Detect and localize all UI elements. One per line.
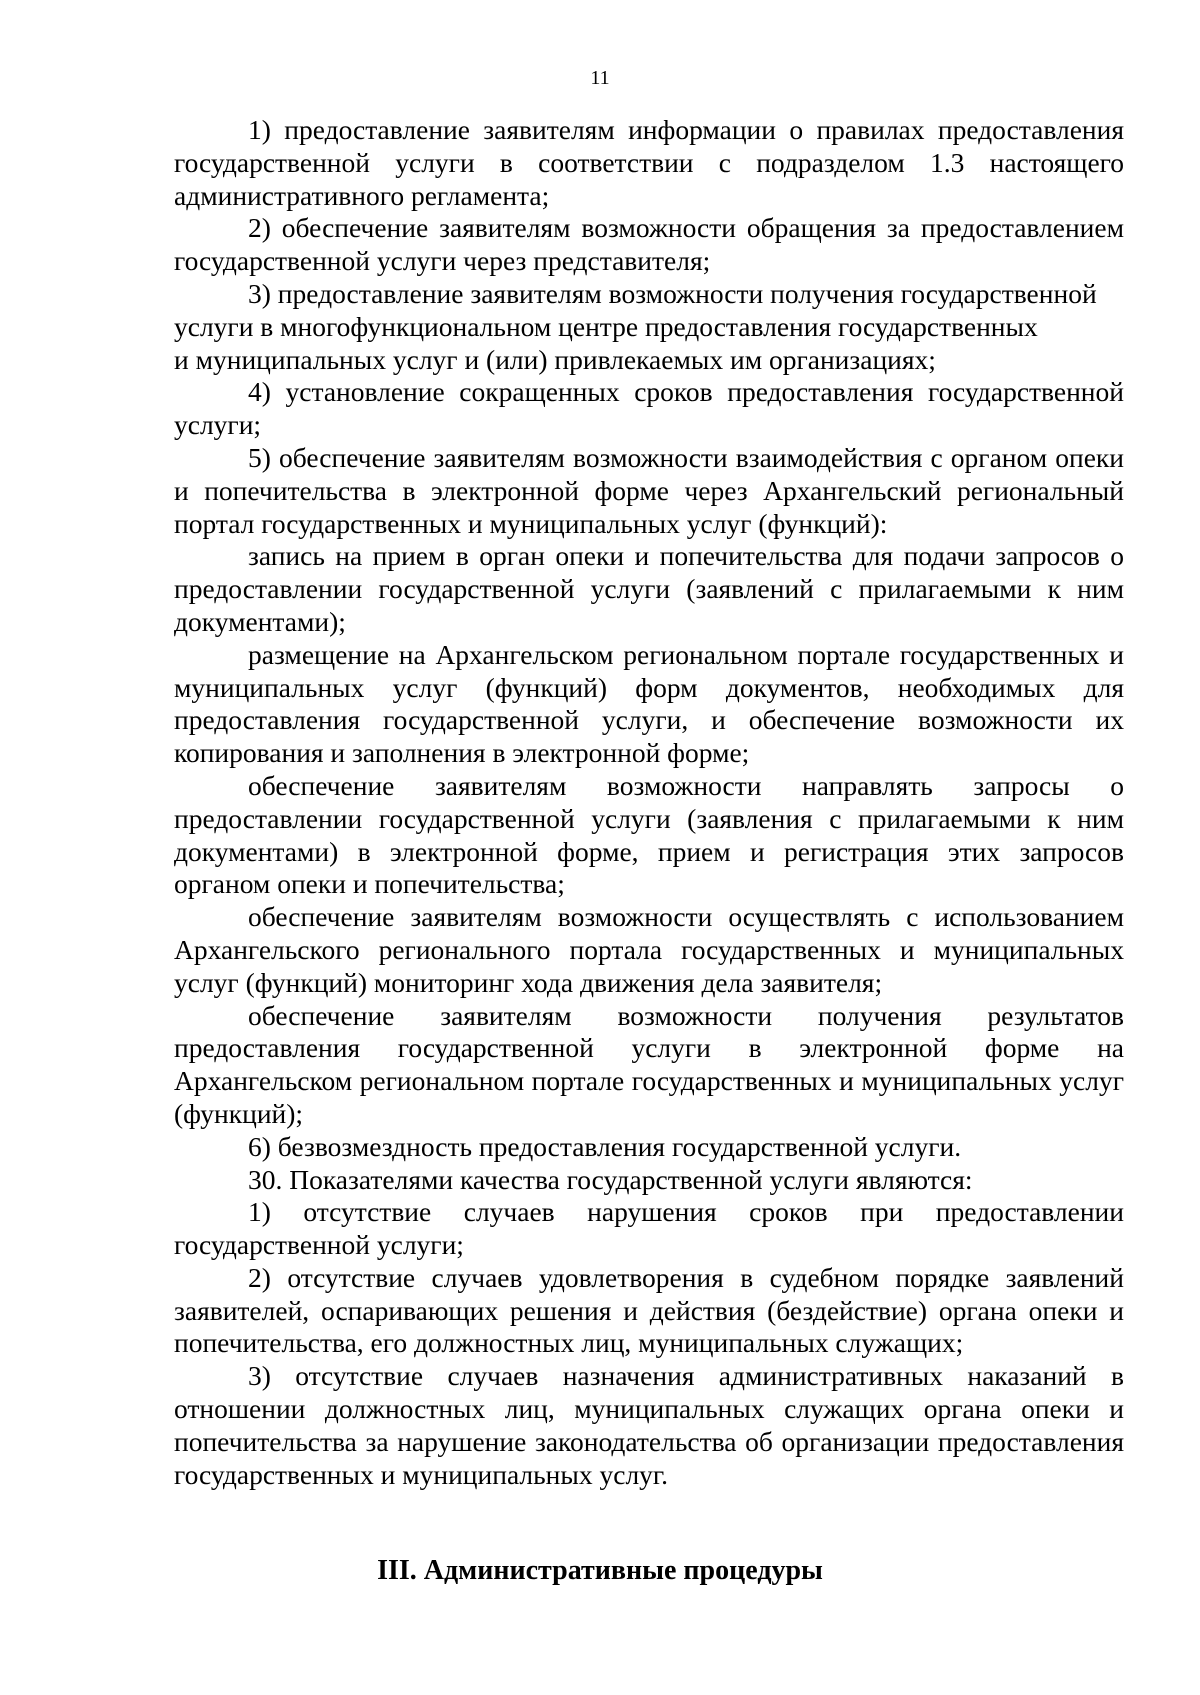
paragraph-item-5: 5) обеспечение заявителям возможности взаимодействия с органом опеки и попечительства в электронной форме через Архангельский региональный портал государственных и муниципальных услуг (функций): — [174, 441, 1124, 539]
paragraph-item-3: 3) предоставление заявителям возможности получения государственной услуги в многофункциональном центре предоставления государственных — [174, 277, 1097, 342]
paragraph-quality-2: 2) отсутствие случаев удовлетворения в судебном порядке заявлений заявителей, оспаривающих решения и действия (бездействие) органа опеки и попечительства, его должностных лиц, муниципальных служащих; — [174, 1261, 1124, 1359]
paragraph-quality-1: 1) отсутствие случаев нарушения сроков при предоставлении государственной услуги; — [174, 1196, 1124, 1261]
paragraph-results-receipt: обеспечение заявителям возможности получения результатов предоставления государственной услуги в электронной форме на Архангельском региональном портале государственных и муниципальных услуг (функций); — [174, 999, 1124, 1129]
paragraph-monitoring: обеспечение заявителям возможности осуществлять с использованием Архангельского регионального портала государственных и муниципальных услуг (функций) мониторинг хода движения дела заявителя; — [174, 901, 1124, 998]
paragraph-forms-placement: размещение на Архангельском региональном портале государственных и муниципальных услуг (функций) форм документов, необходимых для предоставления государственной услуги, и обеспечение возможности их копирования и заполнения в электронной форме; — [174, 638, 1124, 769]
paragraph-item-6: 6) безвозмездность предоставления государственной услуги. — [248, 1130, 962, 1162]
paragraph-item-2: 2) обеспечение заявителям возможности обращения за предоставлением государственной услуги через представителя; — [174, 212, 1124, 277]
paragraph-item-3-continuation: и муниципальных услуг и (или) привлекаемых им организациях; — [174, 343, 936, 375]
paragraph-appointment: запись на прием в орган опеки и попечительства для подачи запросов о предоставлении государственной услуги (заявлений с прилагаемыми к ним документами); — [174, 540, 1124, 637]
section-heading: III. Административные процедуры — [377, 1555, 823, 1586]
paragraph-clause-30: 30. Показателями качества государственной услуги являются: — [248, 1163, 973, 1195]
page-number: 11 — [590, 67, 610, 89]
paragraph-item-4: 4) установление сокращенных сроков предоставления государственной услуги; — [174, 376, 1124, 441]
paragraph-electronic-requests: обеспечение заявителям возможности направлять запросы о предоставлении государственной услуги (заявления с прилагаемыми к ним документами) в электронной форме, прием и регистрация этих запросов органом опеки и попечительства; — [174, 769, 1124, 900]
document-body — [174, 114, 1124, 1491]
paragraph-item-1: 1) предоставление заявителям информации о правилах предоставления государственной услуги в соответствии с подразделом 1.3 настоящего административного регламента; — [174, 114, 1124, 211]
paragraph-quality-3: 3) отсутствие случаев назначения административных наказаний в отношении должностных лиц, муниципальных служащих органа опеки и попечительства за нарушение законодательства об организации предоставления государственных и муниципальных услуг. — [174, 1360, 1124, 1490]
